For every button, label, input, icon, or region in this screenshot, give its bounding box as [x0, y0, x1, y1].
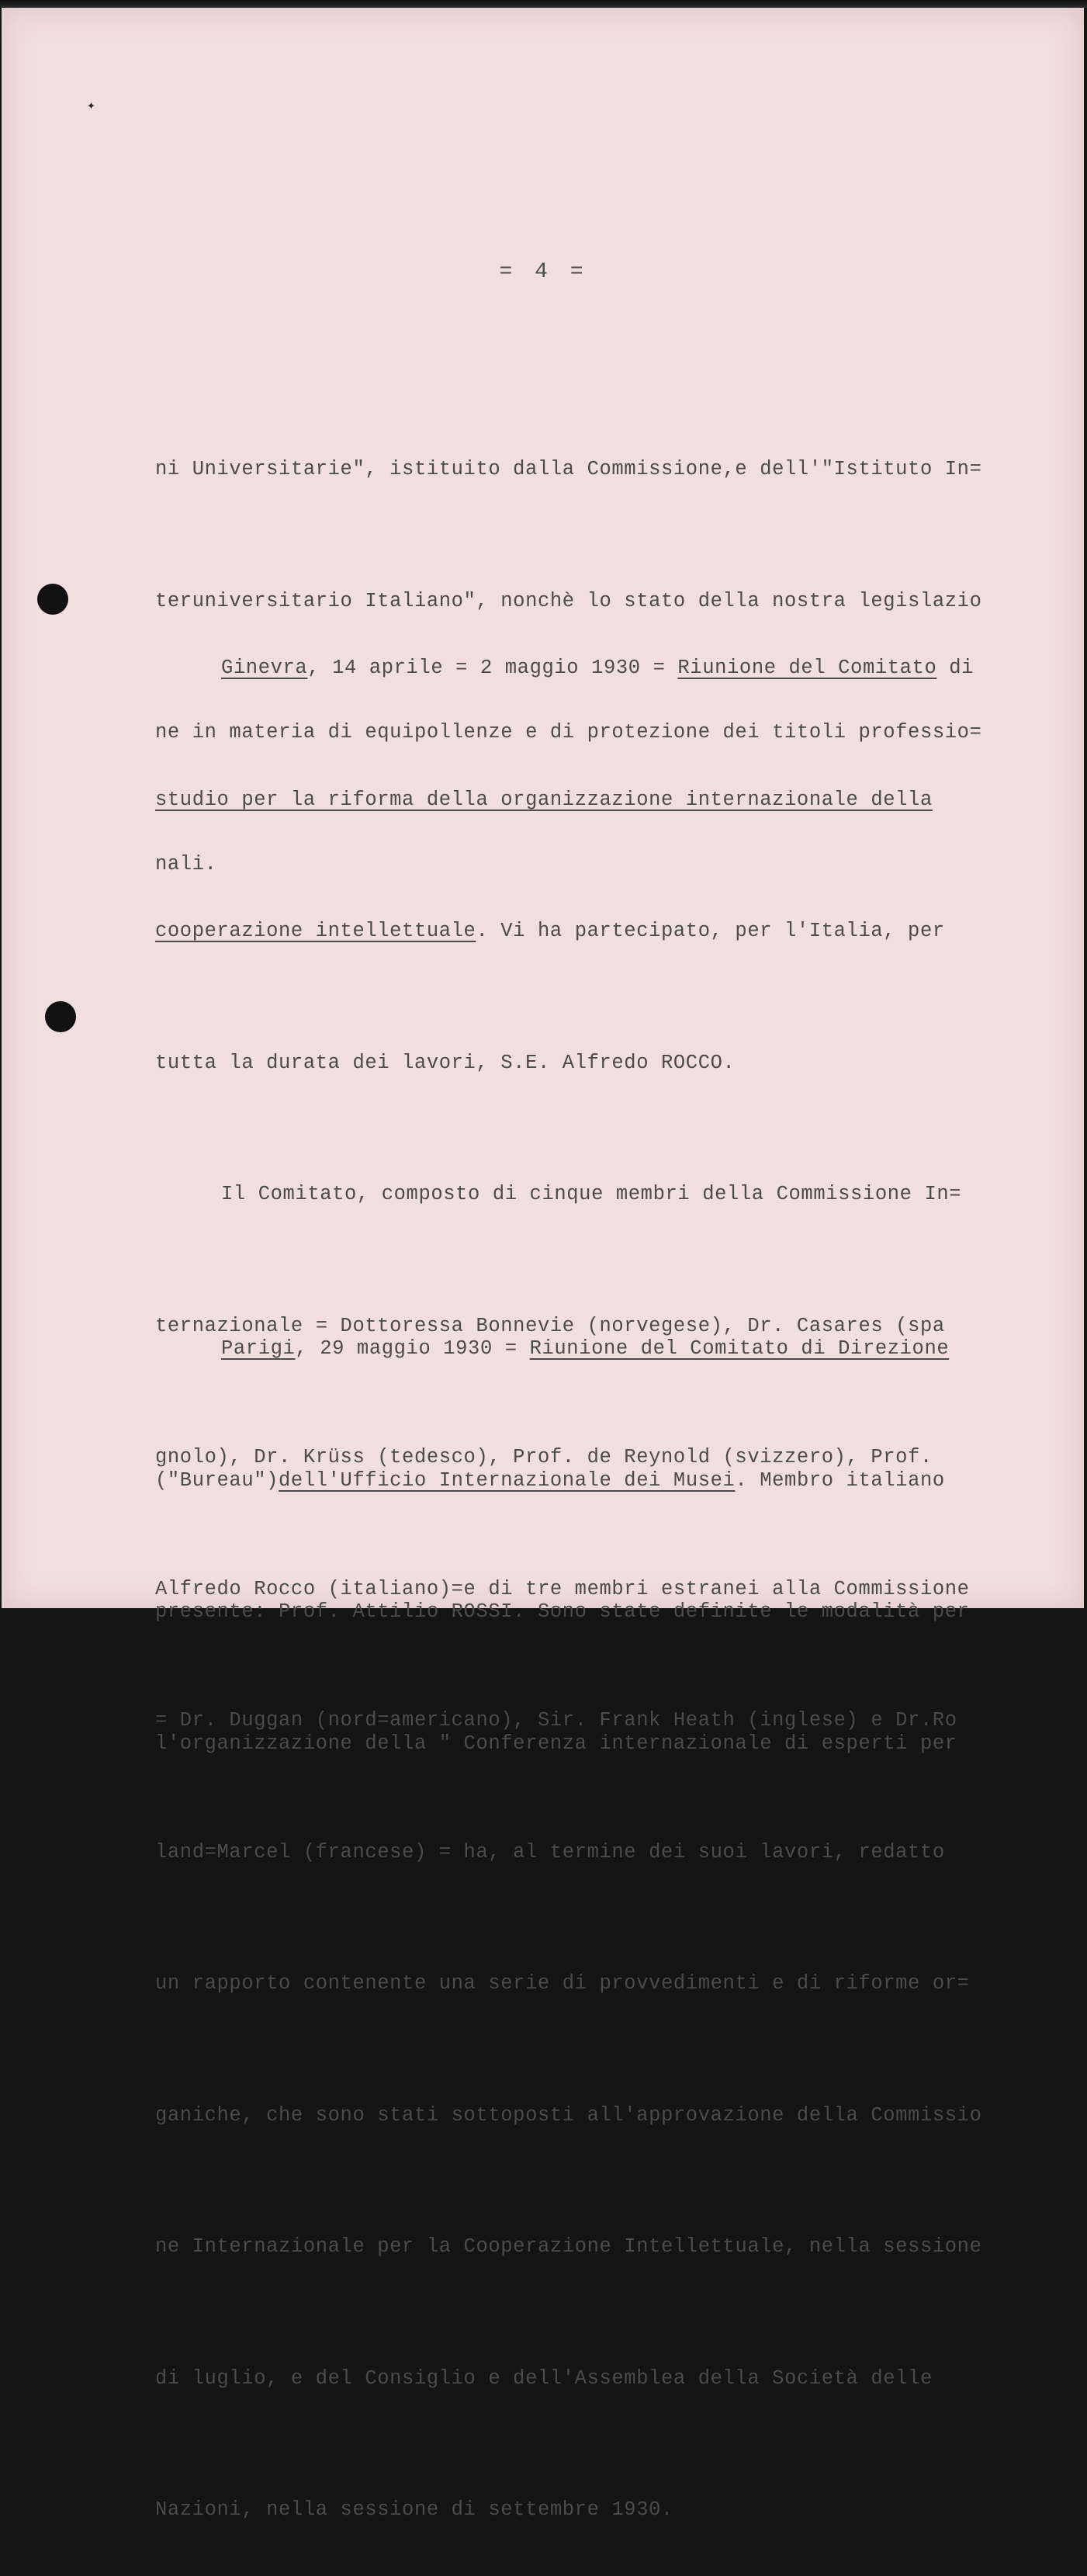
text-line: di luglio, e del Consiglio e dell'Assemblea della Società delle	[155, 2366, 933, 2390]
date-text: , 29 maggio 1930 =	[295, 1337, 530, 1360]
text-line: presente: Prof. Attilio ROSSI. Sono state definite le modalità per	[155, 1600, 970, 1623]
text-line: teruniversitario Italiano", nonchè lo stato della nostra legislazio	[155, 589, 982, 612]
text-fragment: ("Bureau")	[155, 1468, 279, 1492]
text-line: land=Marcel (francese) = ha, al termine dei suoi lavori, redatto	[155, 1840, 945, 1864]
punch-hole-upper	[37, 584, 68, 615]
text-line: gnolo), Dr. Krüss (tedesco), Prof. de Reynold (svizzero), Prof.	[155, 1446, 933, 1468]
meeting-title: cooperazione intellettuale	[155, 920, 476, 942]
text-line: tutta la durata dei lavori, S.E. Alfredo ROCCO.	[155, 1051, 736, 1074]
text-line: ne in materia di equipollenze e di protezione dei titoli professio=	[155, 721, 982, 744]
text-line: ternazionale = Dottoressa Bonnevie (norvegese), Dr. Casares (spa	[155, 1314, 945, 1337]
punch-hole-lower	[45, 1001, 76, 1032]
place-name: Parigi	[221, 1337, 296, 1360]
text-line	[155, 910, 1040, 954]
text-line	[155, 778, 1040, 823]
text-fragment: di	[936, 657, 974, 679]
text-line	[155, 1327, 1040, 1371]
text-line: Il Comitato, composto di cinque membri della Commissione In=	[221, 1183, 962, 1205]
meeting-title: studio per la riforma della organizzazione internazionale della	[155, 788, 933, 811]
text-fragment: . Membro italiano	[735, 1468, 945, 1492]
scan-border-top	[0, 0, 1087, 8]
text-line: ganiche, che sono stati sottoposti all'approvazione della Commissio	[155, 2103, 982, 2127]
text-line: nali.	[155, 852, 217, 875]
meeting-title: dell'Ufficio Internazionale dei Musei	[279, 1468, 736, 1492]
text-line	[155, 1459, 1040, 1503]
meeting-title: Riunione del Comitato	[677, 657, 937, 679]
text-line: ni Universitarie", istituito dalla Commissione,e dell'"Istituto In=	[155, 458, 982, 480]
text-line: = Dr. Duggan (nord=americano), Sir. Frank Heath (inglese) e Dr.Ro	[155, 1709, 957, 1732]
paragraph-paris	[155, 1239, 1040, 1810]
text-line: un rapporto contenente una serie di provvedimenti e di riforme or=	[155, 1972, 970, 1995]
meeting-title: Riunione del Comitato di Direzione	[529, 1337, 950, 1360]
text-fragment: . Vi ha partecipato, per l'Italia, per	[476, 920, 945, 942]
date-text: , 14 aprile = 2 maggio 1930 =	[307, 657, 678, 679]
text-line: l'organizzazione della " Conferenza internazionale di esperti per	[155, 1732, 957, 1755]
text-line	[155, 647, 1040, 691]
ink-mark: ✦	[87, 99, 95, 114]
text-line: ne Internazionale per la Cooperazione Intellettuale, nella sessione	[155, 2235, 982, 2258]
text-line: Alfredo Rocco (italiano)=e di tre membri estranei alla Commissione	[155, 1577, 970, 1600]
text-line: Nazioni, nella sessione di settembre 1930.	[155, 2498, 673, 2521]
place-name: Ginevra	[221, 657, 308, 679]
page-number: = 4 =	[499, 260, 588, 284]
